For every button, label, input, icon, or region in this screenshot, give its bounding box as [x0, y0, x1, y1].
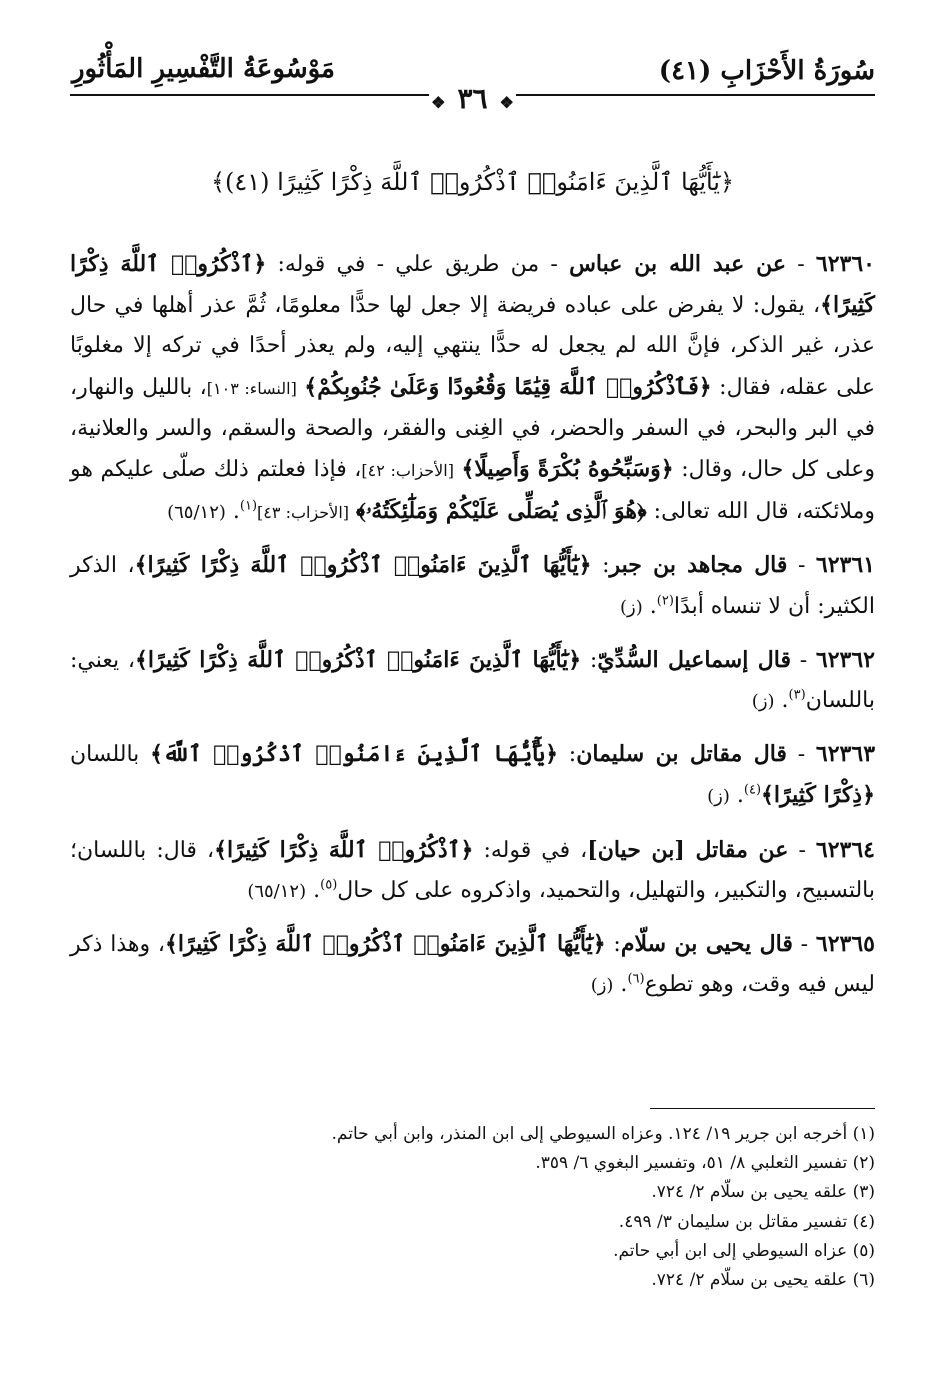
entry-text: ، قال: باللسان؛ بالتسبيح، والتكبير، والتهليل، والتحميد، واذكروه على كل حال — [70, 837, 875, 903]
entry-text: ، بالليل والنهار، في البر والبحر، في السفر والحضر، في الغِنى والفقر، والصحة والسقم، والسر والعلانية، وعلى كل حال، وقال: — [70, 374, 876, 483]
entry-number: ٦٢٣٦٢ — [815, 646, 875, 673]
entry-text: ، وهذا ذكر ليس فيه وقت، وهو تطوع — [70, 932, 875, 998]
footnote: (٦) علقه يحيى بن سلّام ٢/ ٧٢٤. — [651, 1270, 875, 1291]
entry-text: . — [306, 877, 321, 903]
entry-text: : — [605, 932, 621, 958]
entry-text: . — [225, 499, 240, 525]
footnote: (٤) تفسير مقاتل بن سليمان ٣/ ٤٩٩. — [618, 1211, 875, 1232]
quran-quote: ﴿يَٰٓأَيُّهَا ٱلَّذِينَ ءَامَنُوا۟ ٱذْكُرُوا۟ ٱللَّهَ ذِكْرًا كَثِيرًا﴾ — [165, 931, 606, 958]
footnote-ref: (١) — [239, 498, 258, 514]
footnotes — [70, 1120, 875, 1295]
entry-text: ، الذكر الكثير: أن لا تنساه أبدًا — [70, 553, 875, 619]
entry-62364: ٦٢٣٦٤ - عن مقاتل [بن حيان]، في قوله: ﴿ٱذْكُرُوا۟ ٱللَّهَ ذِكْرًا كَثِيرًا﴾، قال: باللسان؛ بالتسبيح، والتكبير، والتهليل، والتحميد، واذكروه على كل حال$^{(٥)}$. (٦٥/١٢) — [70, 836, 875, 903]
verse-heading: ﴿يَٰٓأَيُّهَا ٱلَّذِينَ ءَامَنُوا۟ ٱذْكُرُوا۟ ٱللَّهَ ذِكْرًا كَثِيرًا (٤١)﴾ — [210, 168, 735, 196]
footnote: (٥) عزاه السيوطي إلى ابن أبي حاتم. — [613, 1240, 875, 1261]
quran-quote: ﴿يَٰٓأَيُّهَا ٱلَّذِينَ ءَامَنُوا۟ ٱذْكُرُوا۟ ٱللَّهَ ذِكْرًا كَثِيرًا﴾ — [134, 646, 582, 673]
entry-62362: ٦٢٣٦٢ - قال إسماعيل السُّدِّيّ: ﴿يَٰٓأَيُّهَا ٱلَّذِينَ ءَامَنُوا۟ ٱذْكُرُوا۟ ٱللَّهَ ذِكْرًا كَثِيرًا﴾، يعني: باللسان$^{(٣)}$. (ز) — [70, 646, 875, 714]
footnote: (١) أخرجه ابن جرير ١٩/ ١٢٤. وعزاه السيوطي إلى ابن المنذر، وابن أبي حاتم. — [331, 1124, 875, 1144]
entry-text: ، يعني: باللسان — [70, 647, 875, 714]
entry-62365: ٦٢٣٦٥ - قال يحيى بن سلّام: ﴿يَٰٓأَيُّهَا ٱلَّذِينَ ءَامَنُوا۟ ٱذْكُرُوا۟ ٱللَّهَ ذِكْرًا كَثِيرًا﴾، وهذا ذكر ليس فيه وقت، وهو تطوع$^{(٦)}$. (ز) — [70, 931, 875, 998]
footnote-ref: (٦) — [627, 971, 645, 987]
footnote-ref: (٤) — [743, 783, 762, 799]
footnote-ref: (٥) — [320, 877, 338, 893]
entry-number: ٦٢٣٦٣ — [815, 741, 876, 768]
entry-number: ٦٢٣٦٠ — [815, 251, 875, 277]
source-mark: (٦٥/١٢) — [167, 502, 226, 524]
entry-62363: ٦٢٣٦٣ - قال مقاتل بن سليمان: ﴿يَٰٓأَيُّهَا ٱلَّذِينَ ءَامَنُوا۟ ٱذْكُرُوا۟ ٱللَّهَ﴾ باللسان ﴿ذِكْرًا كَثِيرًا﴾$^{(٤)}$. (ز) — [70, 741, 876, 809]
narrator: عن عبد الله بن عباس — [569, 251, 786, 277]
quran-quote: ﴿ٱذْكُرُوا۟ ٱللَّهَ ذِكْرًا كَثِيرًا﴾ — [214, 836, 474, 863]
page-number-block — [0, 82, 945, 115]
entry-text: : — [581, 647, 598, 673]
footnote: (٢) تفسير الثعلبي ٨/ ٥١، وتفسير البغوي ٦/ ٣٥٩. — [535, 1153, 875, 1174]
narrator: قال مقاتل بن سليمان — [576, 741, 787, 768]
entry-62361: ٦٢٣٦١ - قال مجاهد بن جبر: ﴿يَٰٓأَيُّهَا ٱلَّذِينَ ءَامَنُوا۟ ٱذْكُرُوا۟ ٱللَّهَ ذِكْرًا كَثِيرًا﴾، الذكر الكثير: أن لا تنساه أبدًا$^{(٢)}$. (ز) — [70, 552, 875, 619]
ornament-icon: ❖ — [499, 93, 514, 112]
quran-quote: ﴿ذِكْرًا كَثِيرًا﴾ — [761, 782, 875, 809]
entry-number: ٦٢٣٦١ — [815, 552, 875, 579]
page-number: ٣٦ — [447, 82, 497, 115]
source-mark: (ز) — [751, 691, 775, 713]
verse-citation: [الأحزاب: ٤٢] — [361, 461, 454, 481]
entry-text: . — [642, 593, 657, 619]
entry-text: ، فإذا فعلتم ذلك صلّى عليكم هو وملائكته، قال الله تعالى: — [70, 457, 875, 525]
quran-quote: ﴿وَسَبِّحُوهُ بُكْرَةً وَأَصِيلًا﴾ — [461, 456, 674, 483]
narrator: قال إسماعيل السُّدِّيّ — [597, 646, 791, 673]
book-title: مَوْسُوعَةُ التَّفْسِيرِ المَأْثُورِ — [72, 54, 335, 84]
surah-title: سُورَةُ الأَحْزَابِ (٤١) — [658, 56, 875, 86]
ornament-icon: ❖ — [431, 93, 446, 112]
footnote-ref: (٢) — [656, 593, 674, 609]
narrator: عن مقاتل [بن حيان] — [587, 836, 789, 863]
quran-quote: ﴿يَٰٓأَيُّهَا ٱلَّذِينَ ءَامَنُوا۟ ٱذْكُرُوا۟ ٱللَّهَ ذِكْرًا كَثِيرًا﴾ — [134, 552, 592, 579]
entry-text: باللسان — [70, 742, 151, 768]
narrator: قال مجاهد بن جبر — [609, 552, 788, 579]
entry-text: : — [591, 553, 610, 579]
footnote-ref: (٣) — [788, 687, 806, 703]
entry-text: ، يقول: لا يفرض على عباده فريضة إلا جعل لها حدًّا معلومًا، ثُمَّ عذر أهلها في حال عذر، غير الذكر، فإنَّ الله لم يجعل له حدًّا ينتهي إليه، ولم يعذر أحدًا في تركه إلا مغلوبًا على عقله، فقال: — [70, 293, 875, 400]
footnote: (٣) علقه يحيى بن سلّام ٢/ ٧٢٤. — [651, 1182, 875, 1203]
entry-number: ٦٢٣٦٥ — [815, 931, 875, 958]
verse-citation: [النساء: ١٠٣] — [206, 378, 297, 398]
footnote-separator — [650, 1108, 875, 1109]
narrator: قال يحيى بن سلّام — [620, 931, 793, 958]
source-mark: (٦٥/١٢) — [247, 880, 307, 902]
entry-text: ، في قوله: — [473, 837, 588, 863]
entry-number: ٦٢٣٦٤ — [815, 836, 875, 863]
source-mark: (ز) — [620, 596, 643, 618]
entry-text: . — [774, 688, 789, 714]
quran-quote: ﴿ٱذْكُرُوا۟ ٱللَّهَ ذِكْرًا كَثِيرًا﴾ — [70, 251, 875, 319]
entry-text: : — [558, 742, 577, 768]
quran-quote: ﴿يَٰٓأَيُّهَا ٱلَّذِينَ ءَامَنُوا۟ ٱذْكُرُوا۟ ٱللَّهَ﴾ — [150, 741, 559, 768]
entry-62360: ٦٢٣٦٠ - عن عبد الله بن عباس - من طريق علي - في قوله: ﴿ٱذْكُرُوا۟ ٱللَّهَ ذِكْرًا كَثِيرًا﴾، يقول: لا يفرض على عباده فريضة إلا جعل لها حدًّا معلومًا، ثُمَّ عذر أهلها في حال عذر، غير الذكر، فإنَّ الله لم يجعل له حدًّا ينتهي إليه، ولم يعذر أحدًا في تركه إلا مغلوبًا على عقله، فقال: ﴿فَٱذْكُرُوا۟ ٱللَّهَ قِيَٰمًا وَقُعُودًا وَعَلَىٰ جُنُوبِكُمْ﴾ [النساء: ١٠٣]، بالليل والنهار، في البر والبحر، في السفر والحضر، في الغِنى والفقر، والصحة والسقم، والسر والعلانية، وعلى كل حال، وقال: ﴿وَسَبِّحُوهُ بُكْرَةً وَأَصِيلًا﴾ [الأحزاب: ٤٢]، فإذا فعلتم ذلك صلّى عليكم هو وملائكته، قال الله تعالى: ﴿هُوَ ٱلَّذِى يُصَلِّى عَلَيْكُمْ وَمَلَٰٓئِكَتُهُۥ﴾ [الأحزاب: ٤٣]$^{(١)}$. (٦٥/١٢) — [70, 251, 876, 525]
source-mark: (ز) — [707, 786, 730, 808]
quran-quote: ﴿فَٱذْكُرُوا۟ ٱللَّهَ قِيَٰمًا وَقُعُودًا وَعَلَىٰ جُنُوبِكُمْ﴾ — [304, 373, 712, 400]
entry-text: . — [613, 972, 628, 998]
commentary-body — [70, 244, 875, 1018]
source-mark: (ز) — [590, 975, 614, 997]
entry-text: - من طريق علي - في قوله: — [266, 252, 570, 277]
entry-text: . — [729, 783, 744, 809]
quran-quote: ﴿هُوَ ٱلَّذِى يُصَلِّى عَلَيْكُمْ وَمَلَٰٓئِكَتُهُۥ﴾ — [356, 498, 647, 525]
verse-citation: [الأحزاب: ٤٣] — [257, 503, 349, 523]
